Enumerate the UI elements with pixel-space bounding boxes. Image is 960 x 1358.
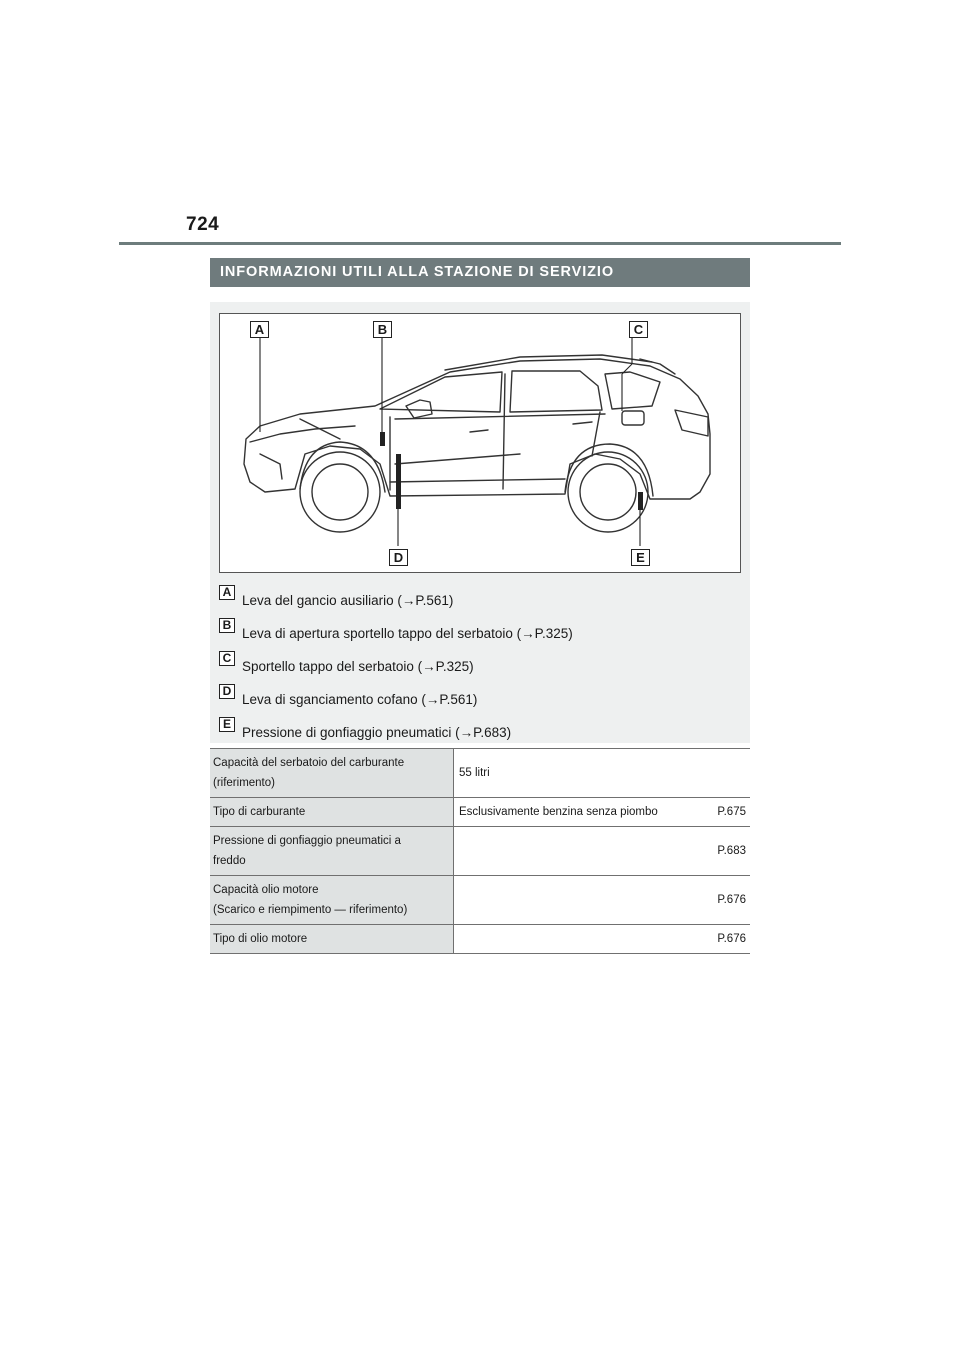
front-window	[380, 372, 502, 412]
table-row	[210, 749, 750, 798]
spec-value	[454, 827, 751, 876]
side-mirror	[406, 400, 432, 418]
spec-label: Tipo di olio motore	[210, 925, 454, 954]
legend-text: Leva del gancio ausiliario (→P.561)	[242, 593, 454, 608]
legend-text: Leva di sganciamento cofano (→P.561)	[242, 692, 478, 707]
legend-tag: C	[219, 651, 235, 666]
page-reference[interactable]: P.683	[717, 845, 746, 857]
legend-tag: D	[219, 684, 235, 699]
legend-item-c	[219, 651, 474, 674]
table-row	[210, 876, 750, 925]
legend-tag: B	[219, 618, 235, 633]
vehicle-illustration	[219, 313, 741, 573]
spec-label: Capacità del serbatoio del carburante (riferimento)	[210, 749, 454, 798]
spec-label: Pressione di gonfiaggio pneumatici a freddo	[210, 827, 454, 876]
spec-value	[454, 876, 751, 925]
legend-text: Pressione di gonfiaggio pneumatici (→P.683)	[242, 725, 512, 740]
car-side-view-drawing	[220, 314, 742, 574]
rear-window	[510, 371, 602, 412]
callout-d: D	[389, 549, 408, 566]
table-row	[210, 827, 750, 876]
callout-b: B	[373, 321, 392, 338]
callout-e: E	[631, 549, 650, 566]
callout-c: C	[629, 321, 648, 338]
page-reference[interactable]: P.675	[717, 806, 746, 818]
legend-text: Leva di apertura sportello tappo del serbatoio (→P.325)	[242, 626, 573, 641]
spec-value: Esclusivamente benzina senza piombo P.675	[454, 798, 751, 827]
legend-text: Sportello tappo del serbatoio (→P.325)	[242, 659, 474, 674]
page-number: 724	[186, 214, 220, 235]
header-rule	[119, 242, 841, 245]
legend-item-b	[219, 618, 573, 641]
legend-item-e	[219, 717, 512, 740]
spec-value: 55 litri	[454, 749, 751, 798]
service-spec-table	[210, 748, 750, 954]
page-reference[interactable]: P.676	[717, 933, 746, 945]
quarter-window	[605, 372, 660, 409]
legend-tag: A	[219, 585, 235, 600]
legend-tag: E	[219, 717, 235, 732]
table-row	[210, 798, 750, 827]
spec-label: Tipo di carburante	[210, 798, 454, 827]
legend-item-a	[219, 585, 454, 608]
page-reference[interactable]: P.676	[717, 894, 746, 906]
legend-item-d	[219, 684, 478, 707]
callout-a: A	[250, 321, 269, 338]
section-title: INFORMAZIONI UTILI ALLA STAZIONE DI SERVIZIO	[210, 258, 750, 287]
spec-label: Capacità olio motore (Scarico e riempimento — riferimento)	[210, 876, 454, 925]
spec-value	[454, 925, 751, 954]
table-row	[210, 925, 750, 954]
fuel-door-outline	[622, 411, 644, 425]
